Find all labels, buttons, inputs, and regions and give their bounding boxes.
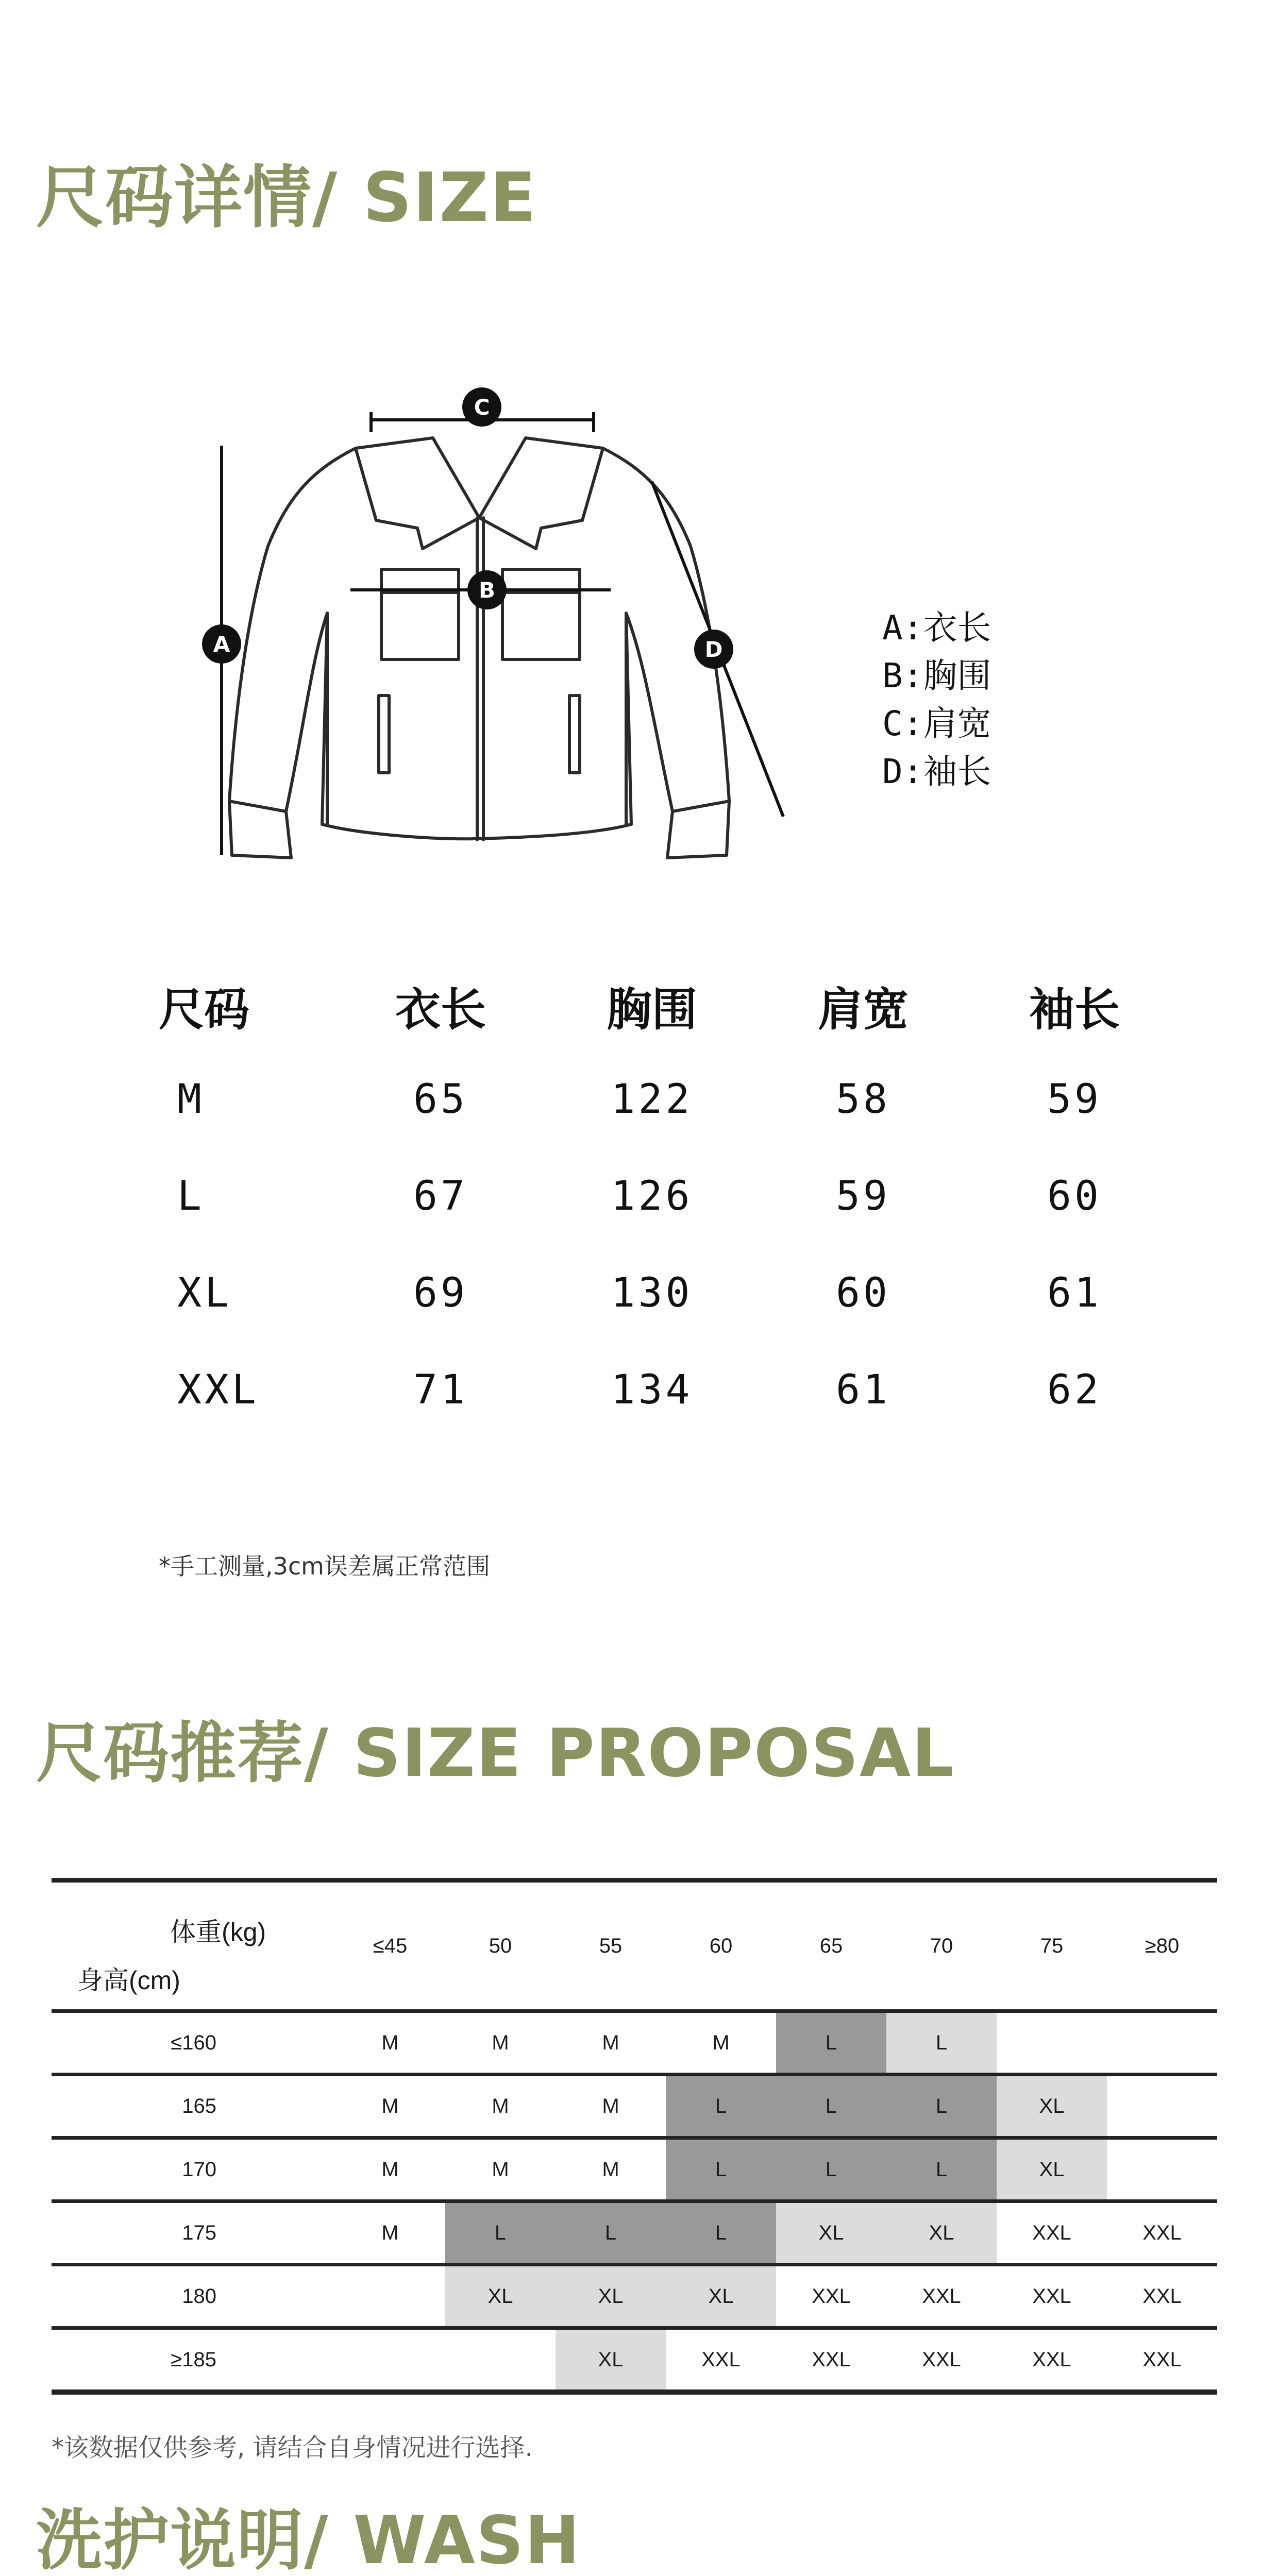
height-header: 180 (52, 2265, 335, 2328)
size-cell: L (886, 2075, 997, 2138)
size-cell (445, 2328, 556, 2393)
size-cell: XL (997, 2075, 1107, 2138)
table-row (124, 1342, 1196, 1438)
size-cell (1107, 2075, 1217, 2138)
size-cell: L (666, 2075, 776, 2138)
table-cell: 60 (1047, 1173, 1102, 1219)
svg-text:D: D (704, 637, 723, 662)
size-cell: XXL (886, 2265, 997, 2328)
size-cell (1107, 2138, 1217, 2201)
size-cell: XXL (776, 2265, 886, 2328)
size-cell: M (445, 2138, 556, 2201)
corner-cell (52, 1883, 335, 2011)
size-cell: M (335, 2201, 445, 2265)
table-header-row (52, 1883, 1217, 2011)
pocket-right (502, 569, 580, 659)
size-cell: M (556, 2138, 666, 2201)
weight-header: ≤45 (335, 1883, 445, 2011)
table-row (52, 2265, 1217, 2328)
table-cell: 130 (611, 1270, 693, 1316)
table-row (52, 2201, 1217, 2265)
pocket-left (381, 569, 459, 659)
table-cell: 59 (836, 1173, 890, 1219)
svg-text:B: B (478, 578, 496, 603)
column-header: 肩宽 (817, 983, 909, 1036)
legend-item: A:衣长 (882, 608, 991, 648)
table-cell: 67 (413, 1173, 468, 1219)
size-cell: L (886, 2138, 997, 2201)
size-cell (335, 2328, 445, 2393)
table-cell: L (177, 1173, 205, 1219)
size-cell: L (776, 2075, 886, 2138)
table-row (52, 2328, 1217, 2393)
table-cell: 60 (836, 1270, 890, 1316)
table-cell: 62 (1047, 1367, 1102, 1413)
height-header: 165 (52, 2075, 335, 2138)
size-cell: XXL (886, 2328, 997, 2393)
size-heading: 尺码详情/ SIZE (36, 158, 537, 238)
collar-right (479, 438, 603, 549)
wash-heading: 洗护说明/ WASH (36, 2502, 581, 2576)
collar-left (356, 438, 479, 549)
table-row (124, 1051, 1196, 1148)
size-cell: XL (997, 2138, 1107, 2201)
weight-header: ≥80 (1107, 1883, 1217, 2011)
table-top-rule (52, 1878, 1217, 1883)
table-cell: XXL (177, 1367, 259, 1413)
table-cell: 59 (1047, 1076, 1102, 1123)
table-header-row (124, 974, 1196, 1051)
size-cell: XL (666, 2265, 776, 2328)
table-row (124, 1245, 1196, 1342)
size-cell: L (666, 2138, 776, 2201)
size-measurement-table (124, 974, 1196, 1438)
size-cell: L (776, 2011, 886, 2075)
size-cell: XL (556, 2328, 666, 2393)
height-header: ≤160 (52, 2011, 335, 2075)
size-cell: XL (886, 2201, 997, 2265)
column-header: 胸围 (606, 983, 697, 1036)
size-cell: XL (445, 2265, 556, 2328)
size-cell: XL (556, 2265, 666, 2328)
size-cell: XXL (776, 2328, 886, 2393)
legend-item: D:袖长 (882, 752, 991, 791)
table-cell: 65 (413, 1076, 468, 1123)
weight-header: 75 (997, 1883, 1107, 2011)
weight-header: 50 (445, 1883, 556, 2011)
weight-header: 65 (776, 1883, 886, 2011)
legend-item: B:胸围 (882, 656, 991, 696)
size-cell: XL (776, 2201, 886, 2265)
size-cell: L (666, 2201, 776, 2265)
size-cell: XXL (666, 2328, 776, 2393)
column-header: 袖长 (1029, 983, 1120, 1036)
size-cell: M (666, 2011, 776, 2075)
column-header: 尺码 (159, 983, 250, 1036)
size-cell: XXL (1107, 2328, 1217, 2393)
height-header: ≥185 (52, 2328, 335, 2393)
size-proposal-heading: 尺码推荐/ SIZE PROPOSAL (36, 1715, 955, 1792)
measurement-legend (882, 604, 991, 795)
size-cell: L (556, 2201, 666, 2265)
size-cell: XXL (997, 2201, 1107, 2265)
height-axis-label: 身高(cm) (77, 1966, 180, 1995)
column-header: 衣长 (395, 983, 486, 1036)
size-cell: M (335, 2075, 445, 2138)
table-cell: 61 (836, 1367, 890, 1413)
table-cell: 71 (413, 1367, 468, 1413)
marker-d (694, 630, 733, 669)
table-cell: 61 (1047, 1270, 1102, 1316)
slit-pocket-right (569, 696, 580, 773)
weight-header: 60 (666, 1883, 776, 2011)
table-row (52, 2075, 1217, 2138)
table-cell: 134 (611, 1367, 693, 1413)
table-cell: 69 (413, 1270, 468, 1316)
size-cell: XXL (1107, 2265, 1217, 2328)
table-cell: 126 (611, 1173, 693, 1219)
weight-header: 55 (556, 1883, 666, 2011)
size-proposal-table (52, 1883, 1217, 2395)
size-cell: M (556, 2011, 666, 2075)
weight-header: 70 (886, 1883, 997, 2011)
size-cell: L (776, 2138, 886, 2201)
table-cell: 58 (836, 1076, 890, 1123)
marker-c (462, 387, 501, 427)
size-cell: M (445, 2011, 556, 2075)
table-row (52, 2138, 1217, 2201)
svg-text:A: A (213, 632, 230, 657)
table-row (124, 1148, 1196, 1245)
marker-b (467, 570, 507, 609)
table-row (52, 2011, 1217, 2075)
jacket-measurement-diagram (201, 371, 809, 876)
size-cell (997, 2011, 1107, 2075)
size-cell: M (445, 2075, 556, 2138)
jacket-body-outline (229, 448, 729, 839)
size-cell: M (335, 2138, 445, 2201)
marker-a (202, 624, 241, 664)
table-cell: XL (177, 1270, 232, 1316)
size-cell: XXL (997, 2265, 1107, 2328)
height-header: 170 (52, 2138, 335, 2201)
table-cell: M (177, 1076, 205, 1123)
size-cell: L (886, 2011, 997, 2075)
size-cell: XXL (997, 2328, 1107, 2393)
weight-axis-label: 体重(kg) (170, 1918, 266, 1946)
legend-item: C:肩宽 (882, 704, 991, 743)
svg-text:C: C (474, 395, 490, 420)
height-header: 175 (52, 2201, 335, 2265)
size-cell (1107, 2011, 1217, 2075)
size-cell: M (335, 2011, 445, 2075)
slit-pocket-left (379, 696, 389, 773)
size-cell: XXL (1107, 2201, 1217, 2265)
measurement-note: *手工测量,3cm误差属正常范围 (159, 1552, 490, 1580)
proposal-note: *该数据仅供参考, 请结合自身情况进行选择. (52, 2433, 533, 2462)
size-cell: L (445, 2201, 556, 2265)
size-cell (335, 2265, 445, 2328)
table-cell: 122 (611, 1076, 693, 1123)
size-cell: M (556, 2075, 666, 2138)
